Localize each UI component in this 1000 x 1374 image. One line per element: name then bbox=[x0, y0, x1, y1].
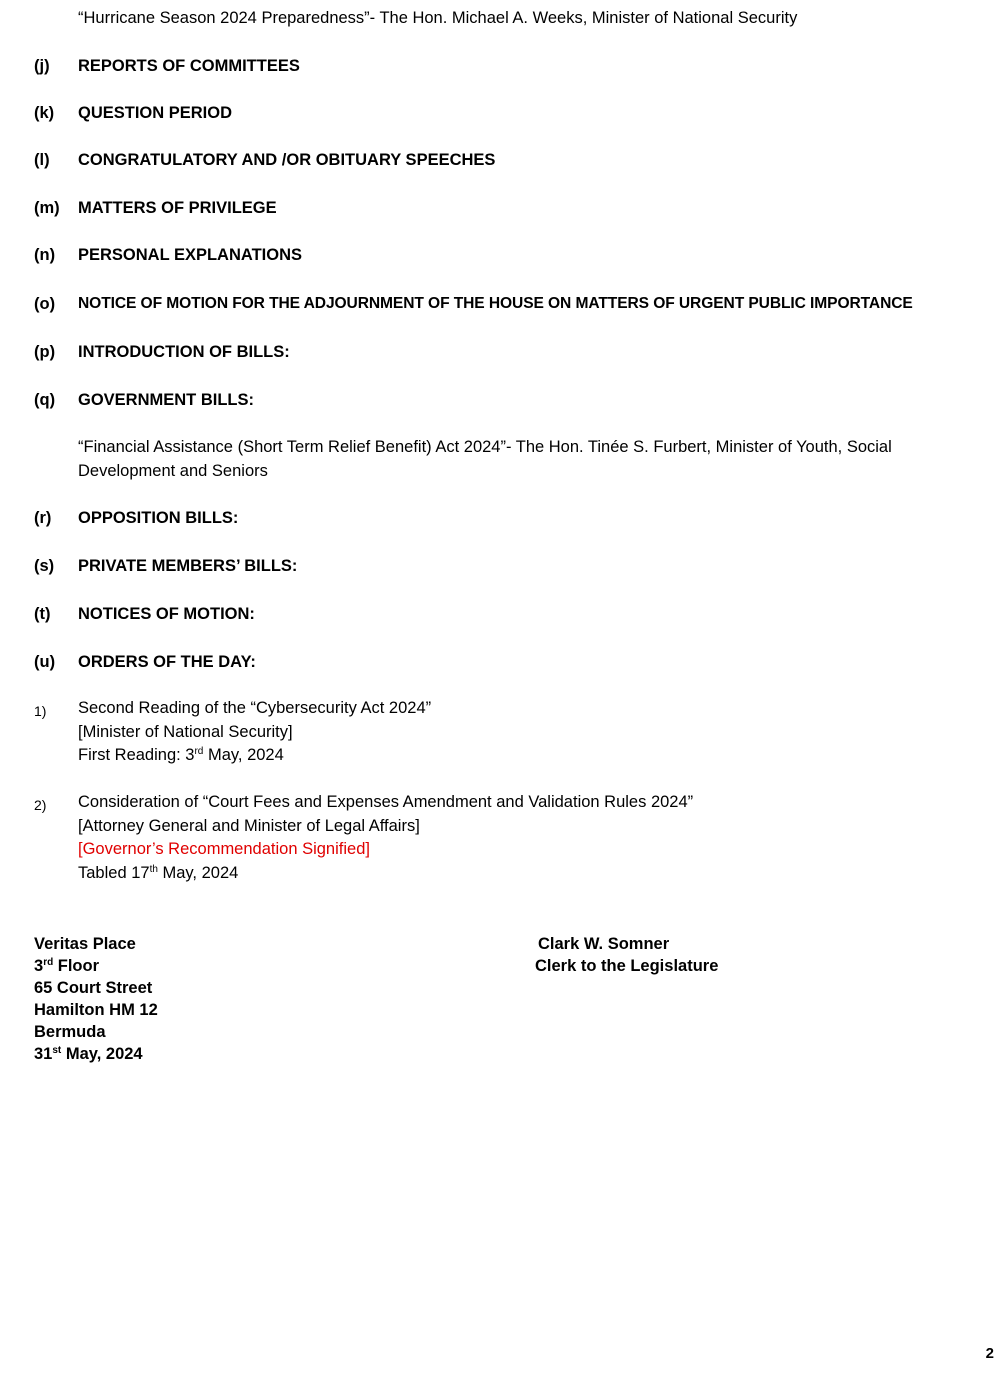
address-line: 3rd Floor bbox=[34, 957, 100, 975]
section-title: GOVERNMENT BILLS: bbox=[78, 391, 254, 409]
section-label: (n) bbox=[34, 246, 56, 264]
order-line: Tabled 17th May, 2024 bbox=[78, 863, 239, 882]
section-label: (k) bbox=[34, 104, 55, 122]
lead-text: “Hurricane Season 2024 Preparedness”- The Hon. Michael A. Weeks, Minister of National Security bbox=[78, 9, 798, 27]
section-label: (l) bbox=[34, 151, 50, 169]
section-title: QUESTION PERIOD bbox=[78, 104, 233, 122]
order-item-1 bbox=[78, 697, 431, 768]
section-label: (t) bbox=[34, 605, 51, 623]
section-label: (q) bbox=[34, 391, 56, 409]
section-title: CONGRATULATORY AND /OR OBITUARY SPEECHES bbox=[78, 151, 496, 169]
signature-block bbox=[535, 933, 718, 977]
order-line: Consideration of “Court Fees and Expenses Amendment and Validation Rules 2024” bbox=[78, 793, 694, 811]
section-title: OPPOSITION BILLS: bbox=[78, 509, 239, 527]
order-line: Second Reading of the “Cybersecurity Act 2024” bbox=[78, 699, 432, 717]
signature-name: Clark W. Somner bbox=[538, 935, 670, 953]
order-line: [Attorney General and Minister of Legal Affairs] bbox=[78, 816, 420, 835]
section-label: (p) bbox=[34, 343, 56, 361]
section-label: (s) bbox=[34, 557, 55, 575]
address-block bbox=[34, 933, 158, 1065]
signature-title: Clerk to the Legislature bbox=[535, 957, 719, 975]
section-label: (r) bbox=[34, 509, 52, 527]
address-line: Veritas Place bbox=[34, 935, 136, 953]
address-line: 65 Court Street bbox=[34, 979, 153, 997]
section-label: (j) bbox=[34, 57, 50, 75]
address-line: Hamilton HM 12 bbox=[34, 1001, 158, 1019]
order-number: 1) bbox=[34, 703, 47, 719]
section-title: NOTICE OF MOTION FOR THE ADJOURNMENT OF THE HOUSE ON MATTERS OF URGENT PUBLIC IMPORTANCE bbox=[78, 295, 913, 312]
section-title: ORDERS OF THE DAY: bbox=[78, 653, 256, 671]
address-line: Bermuda bbox=[34, 1023, 106, 1041]
section-title: PERSONAL EXPLANATIONS bbox=[78, 246, 302, 264]
section-title: MATTERS OF PRIVILEGE bbox=[78, 199, 277, 217]
order-number: 2) bbox=[34, 797, 47, 813]
section-label: (u) bbox=[34, 653, 56, 671]
section-title: PRIVATE MEMBERS’ BILLS: bbox=[78, 557, 298, 575]
order-line: First Reading: 3rd May, 2024 bbox=[78, 746, 284, 764]
section-label: (m) bbox=[34, 199, 60, 217]
section-title: REPORTS OF COMMITTEES bbox=[78, 57, 300, 75]
section-label: (o) bbox=[34, 295, 56, 313]
order-item-2 bbox=[78, 791, 693, 885]
section-title: NOTICES OF MOTION: bbox=[78, 605, 255, 623]
address-date: 31st May, 2024 bbox=[34, 1045, 143, 1063]
government-bill-text: “Financial Assistance (Short Term Relief Benefit) Act 2024”- The Hon. Tinée S. Furbert, Minister of Youth, Social Development and Seniors bbox=[78, 438, 892, 480]
order-line: [Minister of National Security] bbox=[78, 722, 293, 741]
governor-recommendation-note: [Governor’s Recommendation Signified] bbox=[78, 840, 370, 858]
section-title: INTRODUCTION OF BILLS: bbox=[78, 343, 290, 361]
page-number: 2 bbox=[985, 1345, 994, 1362]
